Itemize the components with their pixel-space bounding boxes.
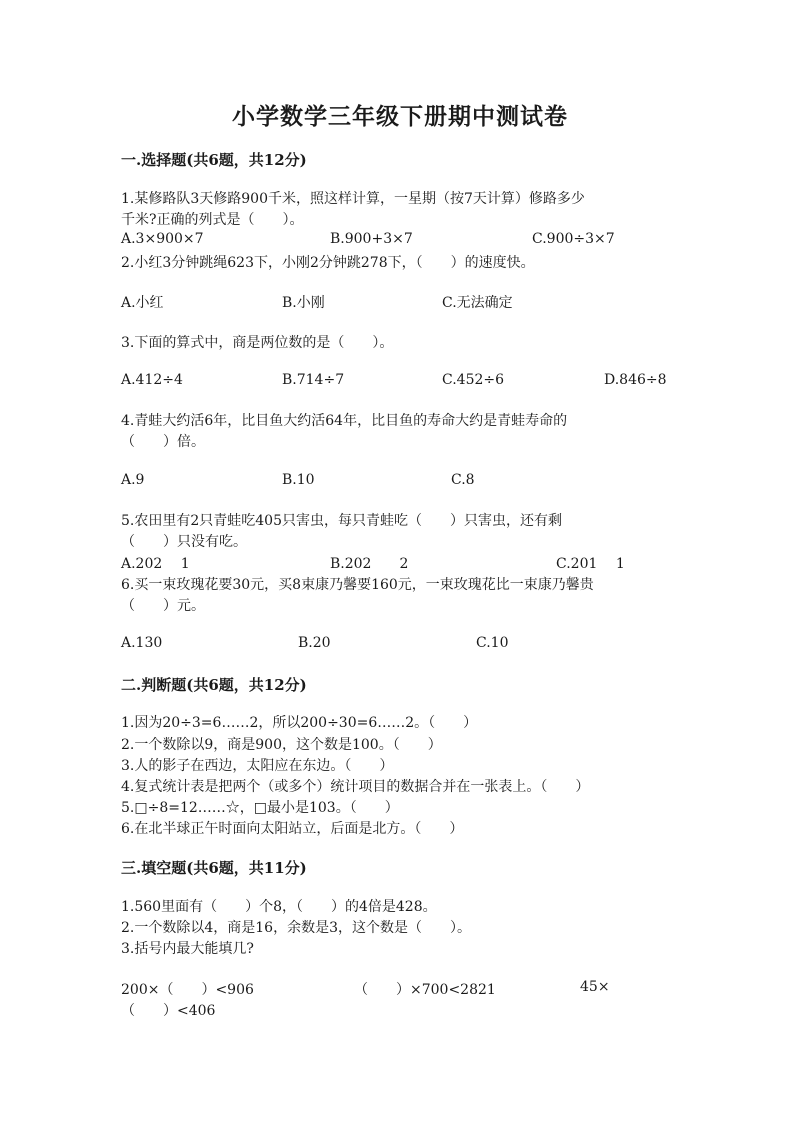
option-a: A.9 (121, 472, 145, 488)
judgement-item: 3.人的影子在西边，太阳应在东边。（ ） (121, 758, 394, 774)
judgement-item: 6.在北半球正午时面向太阳站立，后面是北方。（ ） (121, 821, 464, 837)
question-text: 千米?正确的列式是（ ）。 (121, 212, 304, 228)
option-a: A.小红 (121, 295, 164, 311)
option-b: B.202 2 (330, 556, 409, 572)
option-c: C.8 (451, 472, 475, 488)
option-c: C.452÷6 (442, 372, 505, 388)
option-a: A.130 (121, 635, 163, 651)
fill-blank-expression: （ ）<406 (121, 1003, 216, 1019)
question-text: 6.买一束玫瑰花要30元，买8束康乃馨要160元，一束玫瑰花比一束康乃馨贵 (121, 577, 594, 593)
question-text: 2.小红3分钟跳绳623下，小刚2分钟跳278下，（ ）的速度快。 (121, 255, 535, 271)
option-c: C.900÷3×7 (532, 231, 615, 247)
question-text: （ ）只没有吃。 (121, 534, 247, 550)
option-c: C.10 (476, 635, 509, 651)
judgement-item: 2.一个数除以9，商是900，这个数是100。（ ） (121, 737, 442, 753)
fill-item: 3.括号内最大能填几? (121, 941, 254, 957)
option-a: A.3×900×7 (121, 231, 204, 247)
question-text: 3.下面的算式中，商是两位数的是（ ）。 (121, 335, 394, 351)
fill-blank-expression: （ ）×700<2821 (354, 982, 496, 998)
fill-item: 1.560里面有（ ）个8，（ ）的4倍是428。 (121, 899, 437, 915)
question-text: （ ）倍。 (121, 434, 205, 450)
option-b: B.900+3×7 (330, 231, 413, 247)
question-text: 4.青蛙大约活6年，比目鱼大约活64年，比目鱼的寿命大约是青蛙寿命的 (121, 413, 568, 429)
option-a: A.412÷4 (121, 372, 183, 388)
judgement-item: 5.□÷8=12……☆，□最小是103。（ ） (121, 800, 399, 816)
section-heading-choice: 一.选择题(共6题，共12分) (121, 151, 307, 169)
judgement-item: 1.因为20÷3=6……2，所以200÷30=6……2。（ ） (121, 715, 478, 731)
option-b: B.714÷7 (282, 372, 345, 388)
option-c: C.无法确定 (442, 295, 513, 311)
option-b: B.20 (298, 635, 331, 651)
fill-blank-expression: 45× (580, 979, 610, 995)
section-heading-fill-in: 三.填空题(共6题，共11分) (121, 859, 307, 877)
option-b: B.小刚 (282, 295, 325, 311)
option-a: A.202 1 (121, 556, 190, 572)
option-b: B.10 (282, 472, 315, 488)
question-text: （ ）元。 (121, 598, 205, 614)
fill-blank-expression: 200×（ ）<906 (121, 982, 254, 998)
question-text: 1.某修路队3天修路900千米，照这样计算，一星期（按7天计算）修路多少 (121, 191, 585, 207)
option-d: D.846÷8 (604, 372, 667, 388)
judgement-item: 4.复式统计表是把两个（或多个）统计项目的数据合并在一张表上。（ ） (121, 779, 590, 795)
section-heading-judgement: 二.判断题(共6题，共12分) (121, 676, 307, 694)
question-text: 5.农田里有2只青蛙吃405只害虫，每只青蛙吃（ ）只害虫，还有剩 (121, 513, 562, 529)
option-c: C.201 1 (556, 556, 625, 572)
page-title: 小学数学三年级下册期中测试卷 (232, 103, 568, 130)
fill-item: 2.一个数除以4，商是16，余数是3，这个数是（ ）。 (121, 920, 471, 936)
